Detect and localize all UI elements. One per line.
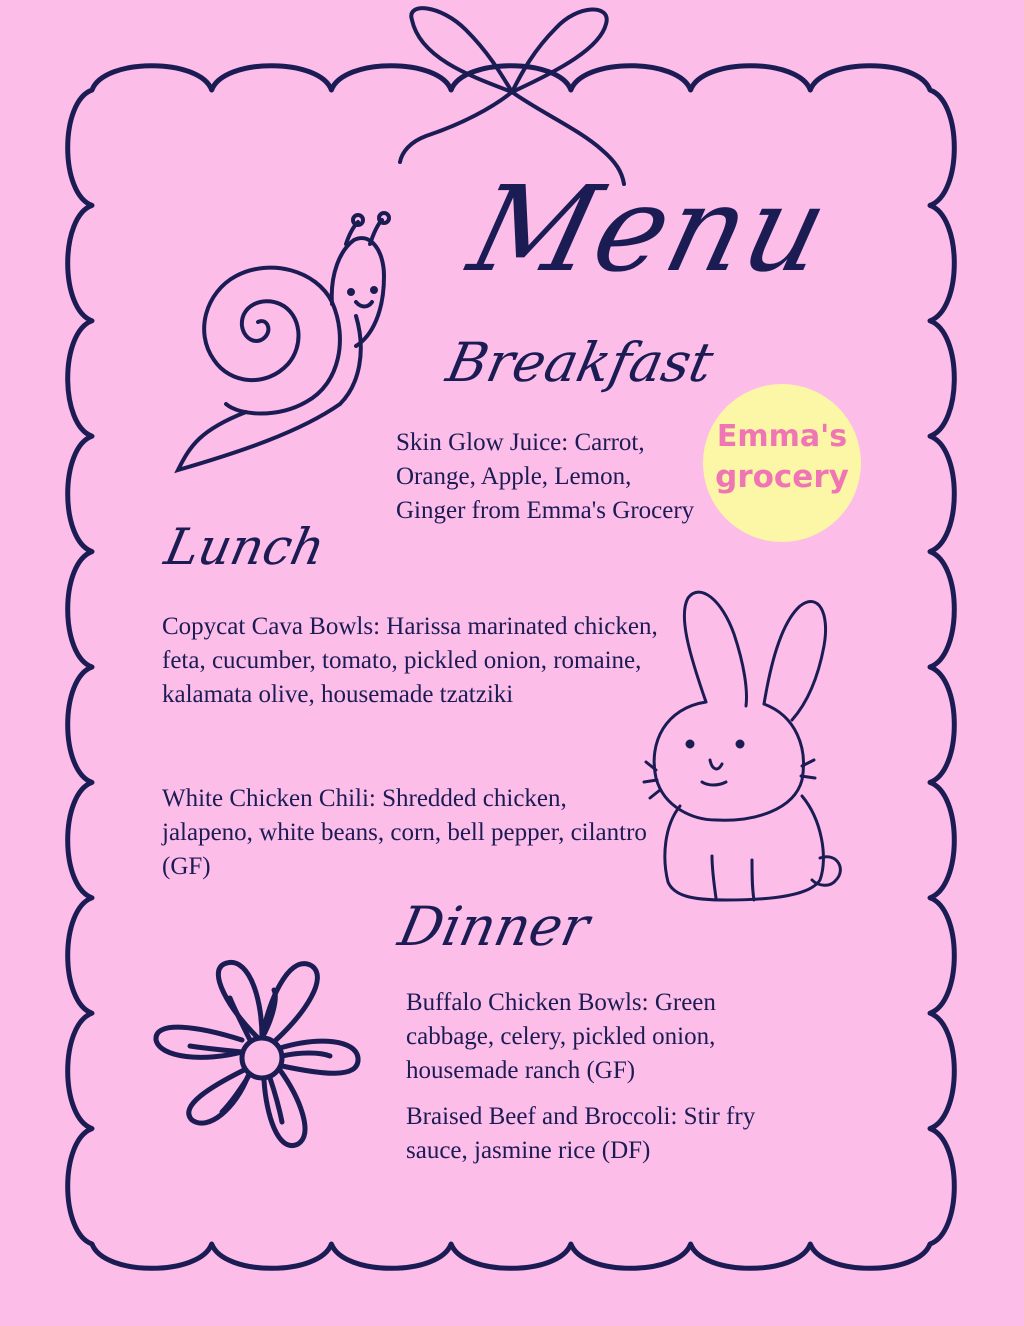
heading-dinner: Dinner [393,895,595,958]
menu-title: Menu [457,160,843,298]
snail-icon [178,213,389,470]
heading-breakfast: Breakfast [441,331,719,394]
logo-line-1: Emma's [716,419,848,454]
heading-lunch: Lunch [159,518,330,576]
menu-item-buffalo-chicken-bowls: Buffalo Chicken Bowls: Green cabbage, celery, pickled onion, housemade ranch (GF) [406,989,716,1084]
menu-item-copycat-cava-bowls: Copycat Cava Bowls: Harissa marinated chicken, feta, cucumber, tomato, pickled onion, romaine, kalamata olive, housemade tzatziki [162,613,658,708]
emmas-grocery-logo [703,384,861,542]
logo-line-2: grocery [715,459,849,495]
bunny-icon [644,592,840,900]
menu-item-braised-beef-broccoli: Braised Beef and Broccoli: Stir fry sauce, jasmine rice (DF) [406,1103,756,1164]
flower-icon [156,962,358,1145]
menu-item-skin-glow-juice: Skin Glow Juice: Carrot, Orange, Apple, Lemon, Ginger from Emma's Grocery [396,429,695,524]
menu-item-white-chicken-chili: White Chicken Chili: Shredded chicken, jalapeno, white beans, corn, bell pepper, cilantro (GF) [162,785,647,880]
bow [400,8,624,184]
